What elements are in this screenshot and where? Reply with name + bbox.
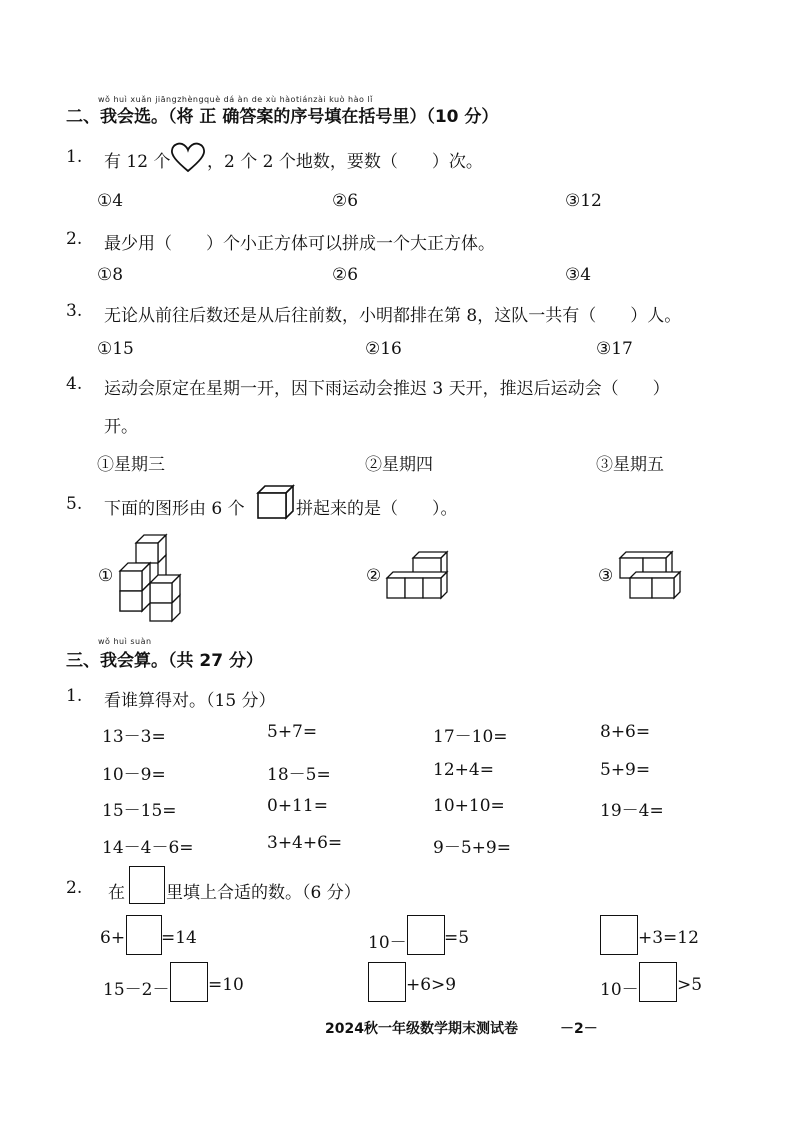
fill-after: +6>9 [406, 975, 457, 995]
fill-before: 10－ [600, 980, 639, 1000]
q3-number: 3. [66, 301, 83, 321]
calc-problem: 12+4= [433, 760, 494, 780]
q4-text: 运动会原定在星期一开，因下雨运动会推迟 3 天开，推迟后运动会（ ） [104, 379, 670, 399]
calc-problem: 13－3= [102, 727, 166, 747]
s3q2-text-pre: 在 [108, 883, 125, 903]
q5-number: 5. [66, 494, 83, 514]
q5-text-pre: 下面的图形由 6 个 [104, 499, 245, 519]
calc-problem: 3+4+6= [267, 833, 343, 853]
calc-problem: 8+6= [600, 722, 651, 742]
footer-title: 2024秋一年级数学期末测试卷 [325, 1021, 518, 1037]
q4-option-3[interactable]: ③星期五 [596, 455, 664, 475]
s3q1-text: 看谁算得对。（15 分） [104, 691, 276, 711]
fill-before: 6+ [100, 928, 126, 948]
calc-problem: 17－10= [433, 727, 508, 747]
calc-problem: 9－5+9= [433, 838, 511, 858]
q5-option-2[interactable]: ② [366, 566, 382, 586]
q2-number: 2. [66, 229, 83, 249]
fill-before: 15－2－ [103, 980, 170, 1000]
answer-box[interactable] [407, 915, 445, 955]
answer-box[interactable] [600, 915, 638, 955]
q5-option-3[interactable]: ③ [598, 566, 614, 586]
calc-problem: 14－4－6= [102, 838, 194, 858]
q4-option-1[interactable]: ①星期三 [97, 455, 165, 475]
q4-text-continued: 开。 [104, 417, 138, 437]
q4-option-2[interactable]: ②星期四 [365, 455, 433, 475]
q3-option-2[interactable]: ②16 [365, 339, 402, 359]
example-box [129, 866, 165, 904]
calc-problem: 5+9= [600, 760, 651, 780]
calc-problem: 10+10= [433, 796, 505, 816]
fill-after: =14 [161, 928, 197, 948]
calc-problem: 0+11= [267, 796, 328, 816]
calc-problem: 15－15= [102, 801, 177, 821]
section2-title: 二、我会选。（将 正 确答案的序号填在括号里）（10 分） [66, 107, 499, 127]
q2-option-1[interactable]: ①8 [97, 265, 124, 285]
q5-text-post: 拼起来的是（ ）。 [296, 499, 458, 519]
q4-number: 4. [66, 374, 83, 394]
q5-figure-2 [385, 548, 455, 604]
fill-after: +3=12 [638, 928, 699, 948]
calc-problem: 18－5= [267, 765, 331, 785]
section3-pinyin: wǒ huì suàn [98, 637, 152, 646]
fill-before: 10－ [368, 933, 407, 953]
fill-after: =5 [444, 928, 470, 948]
section3-title: 三、我会算。（共 27 分） [66, 651, 263, 671]
q3-option-1[interactable]: ①15 [97, 339, 134, 359]
page-number: －2－ [560, 1021, 598, 1037]
q1-text-post: ，2 个 2 个地数，要数（ ）次。 [207, 152, 483, 172]
q5-option-1[interactable]: ① [98, 566, 114, 586]
cube-icon [256, 484, 296, 520]
answer-box[interactable] [126, 915, 162, 955]
answer-box[interactable] [368, 962, 406, 1002]
calc-problem: 19－4= [600, 801, 664, 821]
s3q1-number: 1. [66, 686, 83, 706]
q1-text-pre: 有 12 个 [104, 152, 171, 172]
q1-option-2[interactable]: ②6 [332, 191, 359, 211]
q1-number: 1. [66, 147, 83, 167]
q5-figure-1 [118, 533, 186, 623]
q3-text: 无论从前往后数还是从后往前数，小明都排在第 8，这队一共有（ ）人。 [104, 306, 682, 326]
heart-icon [170, 141, 206, 173]
q2-text: 最少用（ ）个小正方体可以拼成一个大正方体。 [104, 234, 495, 254]
answer-box[interactable] [639, 962, 677, 1002]
q1-option-3[interactable]: ③12 [565, 191, 602, 211]
fill-after: =10 [208, 975, 244, 995]
s3q2-number: 2. [66, 878, 83, 898]
calc-problem: 5+7= [267, 722, 318, 742]
section2-pinyin: wǒ huì xuǎn jiāngzhèngquè dá àn de xù hàotiánzài kuò hào lǐ [98, 95, 373, 104]
fill-after: >5 [677, 975, 703, 995]
q5-figure-3 [618, 548, 688, 604]
q2-option-3[interactable]: ③4 [565, 265, 592, 285]
q3-option-3[interactable]: ③17 [596, 339, 633, 359]
calc-problem: 10－9= [102, 765, 166, 785]
answer-box[interactable] [170, 962, 208, 1002]
q2-option-2[interactable]: ②6 [332, 265, 359, 285]
s3q2-text-post: 里填上合适的数。（6 分） [166, 883, 361, 903]
q1-option-1[interactable]: ①4 [97, 191, 124, 211]
